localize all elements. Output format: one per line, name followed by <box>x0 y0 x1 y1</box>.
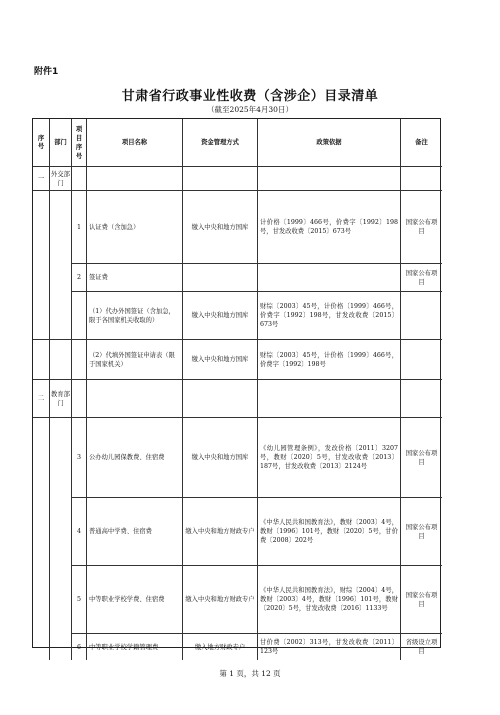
empty-cell <box>258 380 401 418</box>
empty-cell <box>401 167 442 191</box>
remark <box>401 292 442 340</box>
item-number: 3 <box>72 418 87 498</box>
remark: 国家公布项目 <box>401 566 442 634</box>
header-item-name: 项目名称 <box>87 119 183 167</box>
item-name: （1）代办外国签证（含加急，限于各国家机关收取的） <box>87 292 183 340</box>
empty-cell <box>33 340 50 380</box>
empty-cell <box>183 380 258 418</box>
section-dept: 教育部门 <box>50 380 72 418</box>
item-number: 6 <box>72 634 87 660</box>
section-dept: 外交部门 <box>50 167 72 191</box>
fund-mgmt: 缴入中央和地方国库 <box>183 418 258 498</box>
item-number <box>72 292 87 340</box>
item-number: 4 <box>72 498 87 566</box>
item-number: 5 <box>72 566 87 634</box>
item-name: 普通高中学费、住宿费 <box>87 498 183 566</box>
policy-basis: 《中华人民共和国教育法》，教财〔2003〕4号，教财〔1996〕101号，教财〔2020〕5号，甘价费〔2008〕202号 <box>258 498 401 566</box>
fund-mgmt: 缴入中央和地方财政专户 <box>183 498 258 566</box>
empty-cell <box>72 380 87 418</box>
header-item-seq: 项目序号 <box>72 119 87 167</box>
annex-label: 附件1 <box>34 67 59 77</box>
fund-mgmt: 缴入中央和地方财政专户 <box>183 566 258 634</box>
remark: 省级设立项目 <box>405 639 438 655</box>
page-subtitle: （截至2025年4月30日） <box>207 105 293 114</box>
remark: 国家公布项目 <box>401 264 442 292</box>
policy-basis: 《中华人民共和国教育法》，财综〔2004〕4号，教财〔2003〕4号，教财〔1996〕101号，教财〔2020〕5号，甘发改收费〔2016〕1133号 <box>258 566 401 634</box>
remark: 国家公布项目 <box>401 191 442 264</box>
policy-basis: 财综〔2003〕45号，计价格〔1999〕466号，价费字〔1992〕198号，甘发改收费〔2015〕673号 <box>258 292 401 340</box>
remark: 国家公布项目 <box>401 418 442 498</box>
policy-basis: 财综〔2003〕45号，计价格〔1999〕466号，价费字〔1992〕198号 <box>258 340 401 380</box>
empty-cell <box>50 340 72 380</box>
section-seq: 一 <box>33 167 50 191</box>
empty-cell <box>72 167 87 191</box>
page-title: 甘肃省行政事业性收费（含涉企）目录清单 <box>121 89 379 104</box>
item-number: 2 <box>72 264 87 292</box>
empty-cell <box>33 191 50 340</box>
fund-mgmt <box>183 264 258 292</box>
policy-basis <box>258 264 401 292</box>
empty-cell <box>50 418 72 660</box>
policy-basis: 甘价费〔2002〕313号，甘发改收费〔2011〕123号 <box>258 634 401 660</box>
page-number: 第 1 页，共 12 页 <box>219 669 281 678</box>
header-policy: 政策依据 <box>258 119 401 167</box>
fund-mgmt: 缴入地方财政专户 <box>183 634 258 660</box>
empty-cell <box>183 167 258 191</box>
policy-basis: 计价格〔1999〕466号，价费字〔1992〕198号，甘发改收费〔2015〕673号 <box>258 191 401 264</box>
item-name: （2）代填外国签证申请表（限于国家机关） <box>87 340 183 380</box>
header-seq: 序号 <box>33 119 50 167</box>
empty-cell <box>258 167 401 191</box>
item-name: 公办幼儿园保教费、住宿费 <box>87 418 183 498</box>
fund-mgmt: 缴入中央和地方国库 <box>183 340 258 380</box>
item-number: 1 <box>72 191 87 264</box>
empty-cell <box>33 418 50 660</box>
remark: 国家公布项目 <box>401 498 442 566</box>
item-name: 签证费 <box>87 264 183 292</box>
header-dept: 部门 <box>50 119 72 167</box>
empty-cell <box>87 380 183 418</box>
empty-cell <box>401 380 442 418</box>
policy-basis: 《幼儿园管理条例》，发改价格〔2011〕3207号，教财〔2020〕5号，甘发改收费〔2013〕187号，甘发改收费〔2013〕2124号 <box>258 418 401 498</box>
empty-cell <box>50 191 72 340</box>
header-fund-mgmt: 资金管理方式 <box>183 119 258 167</box>
fund-mgmt: 缴入中央和地方国库 <box>183 292 258 340</box>
section-seq: 二 <box>33 380 50 418</box>
fee-catalog-table <box>32 118 441 655</box>
remark <box>401 340 442 380</box>
empty-cell <box>87 167 183 191</box>
item-name: 认证费（含加急） <box>87 191 183 264</box>
item-name: 中等职业学校学籍管理费 <box>87 634 183 660</box>
item-name: 中等职业学校学费、住宿费 <box>87 566 183 634</box>
fund-mgmt: 缴入中央和地方国库 <box>183 191 258 264</box>
header-remark: 备注 <box>401 119 442 167</box>
item-number <box>72 340 87 380</box>
